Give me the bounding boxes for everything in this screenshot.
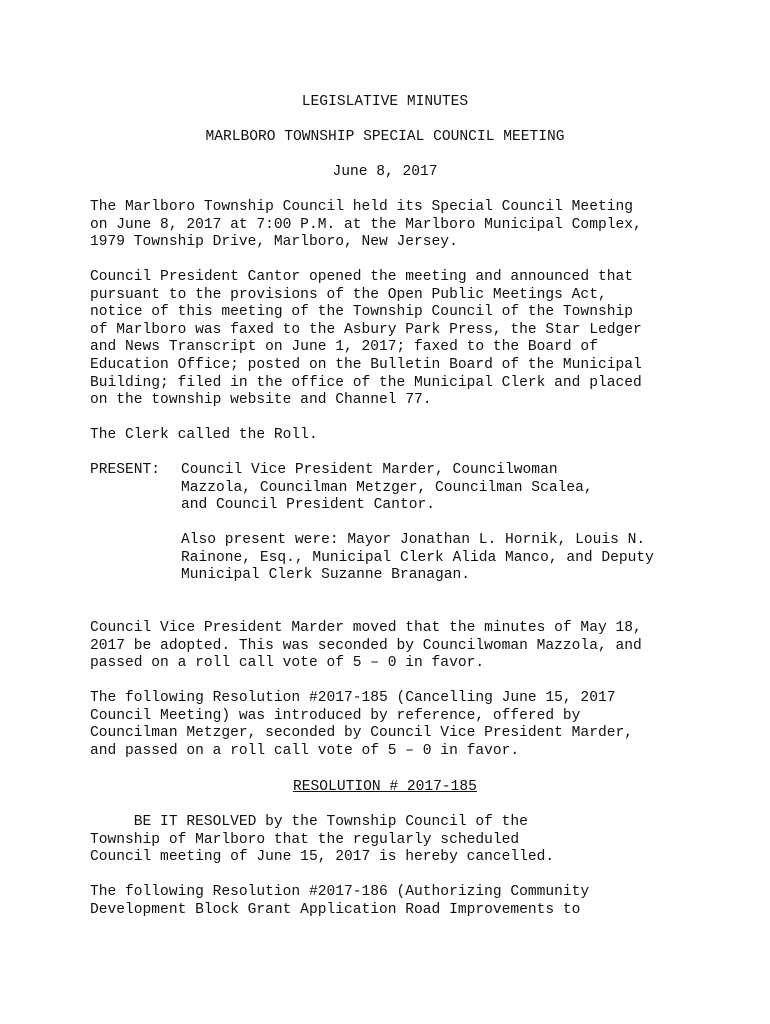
minutes-motion-line: 2017 be adopted. This was seconded by Councilwoman Mazzola, and <box>90 637 642 654</box>
notice-line: Education Office; posted on the Bulletin Board of the Municipal <box>90 357 642 373</box>
document-title: LEGISLATIVE MINUTES <box>301 94 469 110</box>
notice-line: of Marlboro was faxed to the Asbury Park Press, the Star Ledger <box>90 321 642 338</box>
document-subtitle: MARLBORO TOWNSHIP SPECIAL COUNCIL MEETING <box>205 129 565 145</box>
roll-call-text: The Clerk called the Roll. <box>90 427 318 443</box>
resolution-185-text-line: Township of Marlboro that the regularly scheduled <box>90 831 520 848</box>
present-members-line: Council Vice President Marder, Councilwoman <box>181 462 558 478</box>
notice-line: on the township website and Channel 77. <box>90 392 432 409</box>
also-present-line: Also present were: Mayor Jonathan L. Hornik, Louis N. <box>181 532 646 548</box>
resolution-186-intro-line: The following Resolution #2017-186 (Authorizing Community <box>90 884 590 900</box>
resolution-186-intro-line: Development Block Grant Application Road Improvements to <box>90 901 581 918</box>
present-label: PRESENT: <box>90 462 161 478</box>
notice-line: Building; filed in the office of the Municipal Clerk and placed <box>90 374 642 391</box>
document-date: June 8, 2017 <box>332 164 438 180</box>
minutes-motion-line: passed on a roll call vote of 5 – 0 in favor. <box>90 655 485 672</box>
resolution-185-text-line: BE IT RESOLVED by the Township Council of the <box>90 814 528 830</box>
also-present-line: Municipal Clerk Suzanne Branagan. <box>181 567 471 584</box>
minutes-motion-line: Council Vice President Marder moved that the minutes of May 18, <box>90 620 642 636</box>
resolution-185-text-line: Council meeting of June 15, 2017 is hereby cancelled. <box>90 849 555 866</box>
notice-line: pursuant to the provisions of the Open Public Meetings Act, <box>90 286 607 303</box>
intro-line: on June 8, 2017 at 7:00 P.M. at the Marlboro Municipal Complex, <box>90 216 642 233</box>
resolution-185-intro-line: Council Meeting) was introduced by reference, offered by <box>90 707 581 724</box>
present-members-line: Mazzola, Councilman Metzger, Councilman Scalea, <box>181 479 593 496</box>
intro-line: The Marlboro Township Council held its Special Council Meeting <box>90 199 633 215</box>
also-present-line: Rainone, Esq., Municipal Clerk Alida Manco, and Deputy <box>181 549 654 566</box>
notice-line: Council President Cantor opened the meeting and announced that <box>90 269 633 285</box>
present-members-line: and Council President Cantor. <box>181 497 435 514</box>
resolution-185-intro-line: The following Resolution #2017-185 (Cancelling June 15, 2017 <box>90 690 616 706</box>
intro-line: 1979 Township Drive, Marlboro, New Jersey. <box>90 234 458 251</box>
notice-line: notice of this meeting of the Township Council of the Township <box>90 304 633 321</box>
resolution-185-intro-line: and passed on a roll call vote of 5 – 0 in favor. <box>90 742 520 759</box>
resolution-185-intro-line: Councilman Metzger, seconded by Council Vice President Marder, <box>90 725 633 742</box>
resolution-185-heading: RESOLUTION # 2017-185 <box>293 779 477 795</box>
notice-line: and News Transcript on June 1, 2017; faxed to the Board of <box>90 339 598 356</box>
